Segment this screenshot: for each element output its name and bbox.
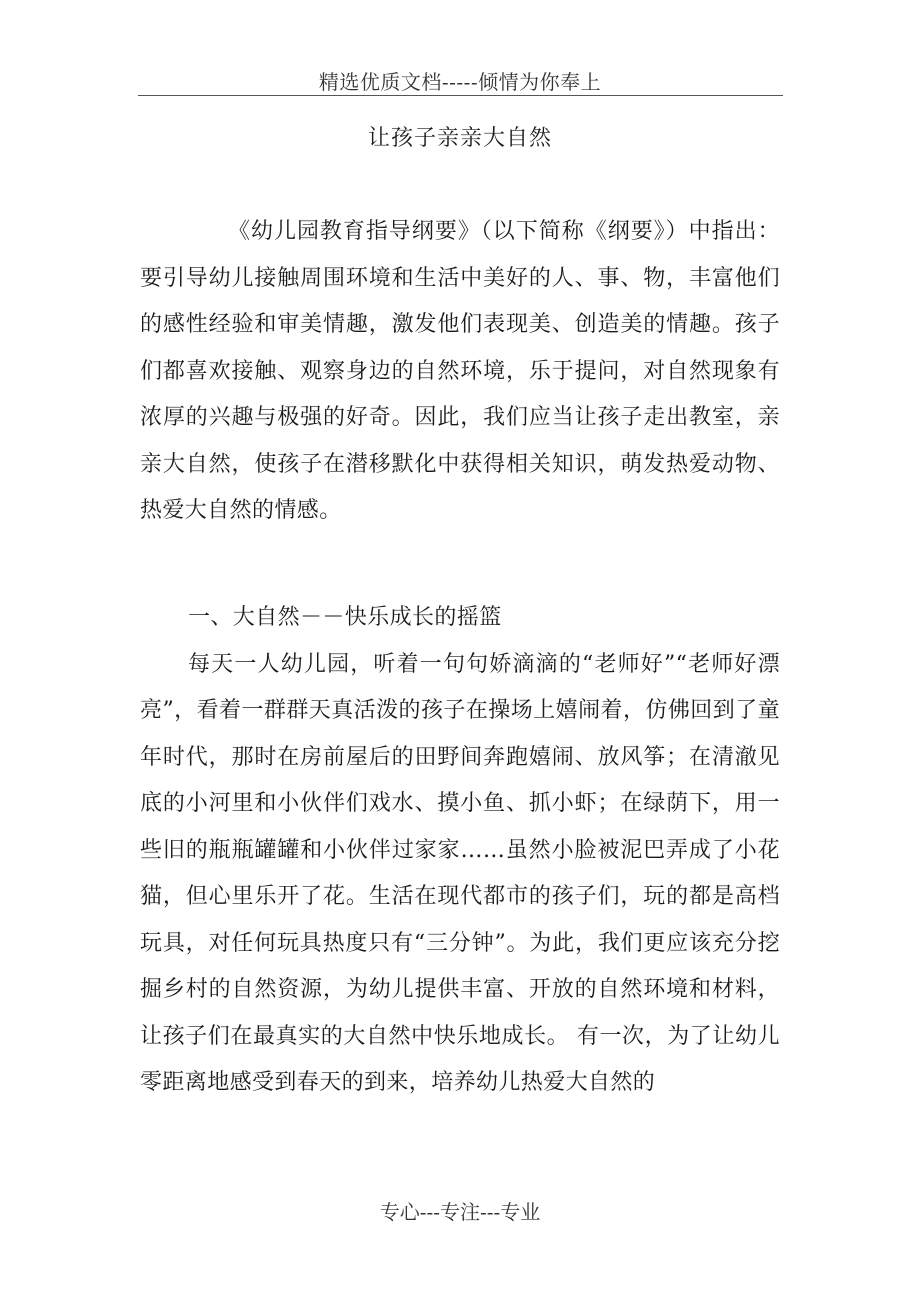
page-header: 精选优质文档-----倾情为你奉上 <box>318 70 602 94</box>
intro-section <box>140 209 780 535</box>
section-heading: 一、大自然－－快乐成长的摇篮 <box>188 605 502 630</box>
section-one <box>140 595 780 1107</box>
section-paragraph: 每天一人幼儿园，听着一句句娇滴滴的“老师好”“老师好漂亮”，看着一群群天真活泼的孩子在操场上嬉闹着，仿佛回到了童年时代，那时在房前屋后的田野间奔跑嬉闹、放风筝；在清澈见底的小河里和小伙伴们戏水、摸小鱼、抓小虾；在绿荫下，用一些旧的瓶瓶罐罐和小伙伴过家家……虽然小脸被泥巴弄成了小花猫，但心里乐开了花。生活在现代都市的孩子们，玩的都是高档玩具，对任何玩具热度只有“三分钟”。为此，我们更应该充分挖掘乡村的自然资源，为幼儿提供丰富、开放的自然环境和材料，让孩子们在最真实的大自然中快乐地成长。 有一次，为了让幼儿零距离地感受到春天的到来，培养幼儿热爱大自然的 <box>140 651 780 1095</box>
page-footer: 专心---专注---专业 <box>379 1200 541 1224</box>
header-divider <box>138 95 783 96</box>
document-title: 让孩子亲亲大自然 <box>367 126 552 151</box>
intro-paragraph: 《幼儿园教育指导纲要》（以下简称《纲要》）中指出：要引导幼儿接触周围环境和生活中美好的人、事、物，丰富他们的感性经验和审美情趣，激发他们表现美、创造美的情趣。孩子们都喜欢接触、观察身边的自然环境，乐于提问，对自然现象有浓厚的兴趣与极强的好奇。因此，我们应当让孩子走出教室，亲亲大自然，使孩子在潜移默化中获得相关知识，萌发热爱动物、热爱大自然的情感。 <box>140 219 780 523</box>
